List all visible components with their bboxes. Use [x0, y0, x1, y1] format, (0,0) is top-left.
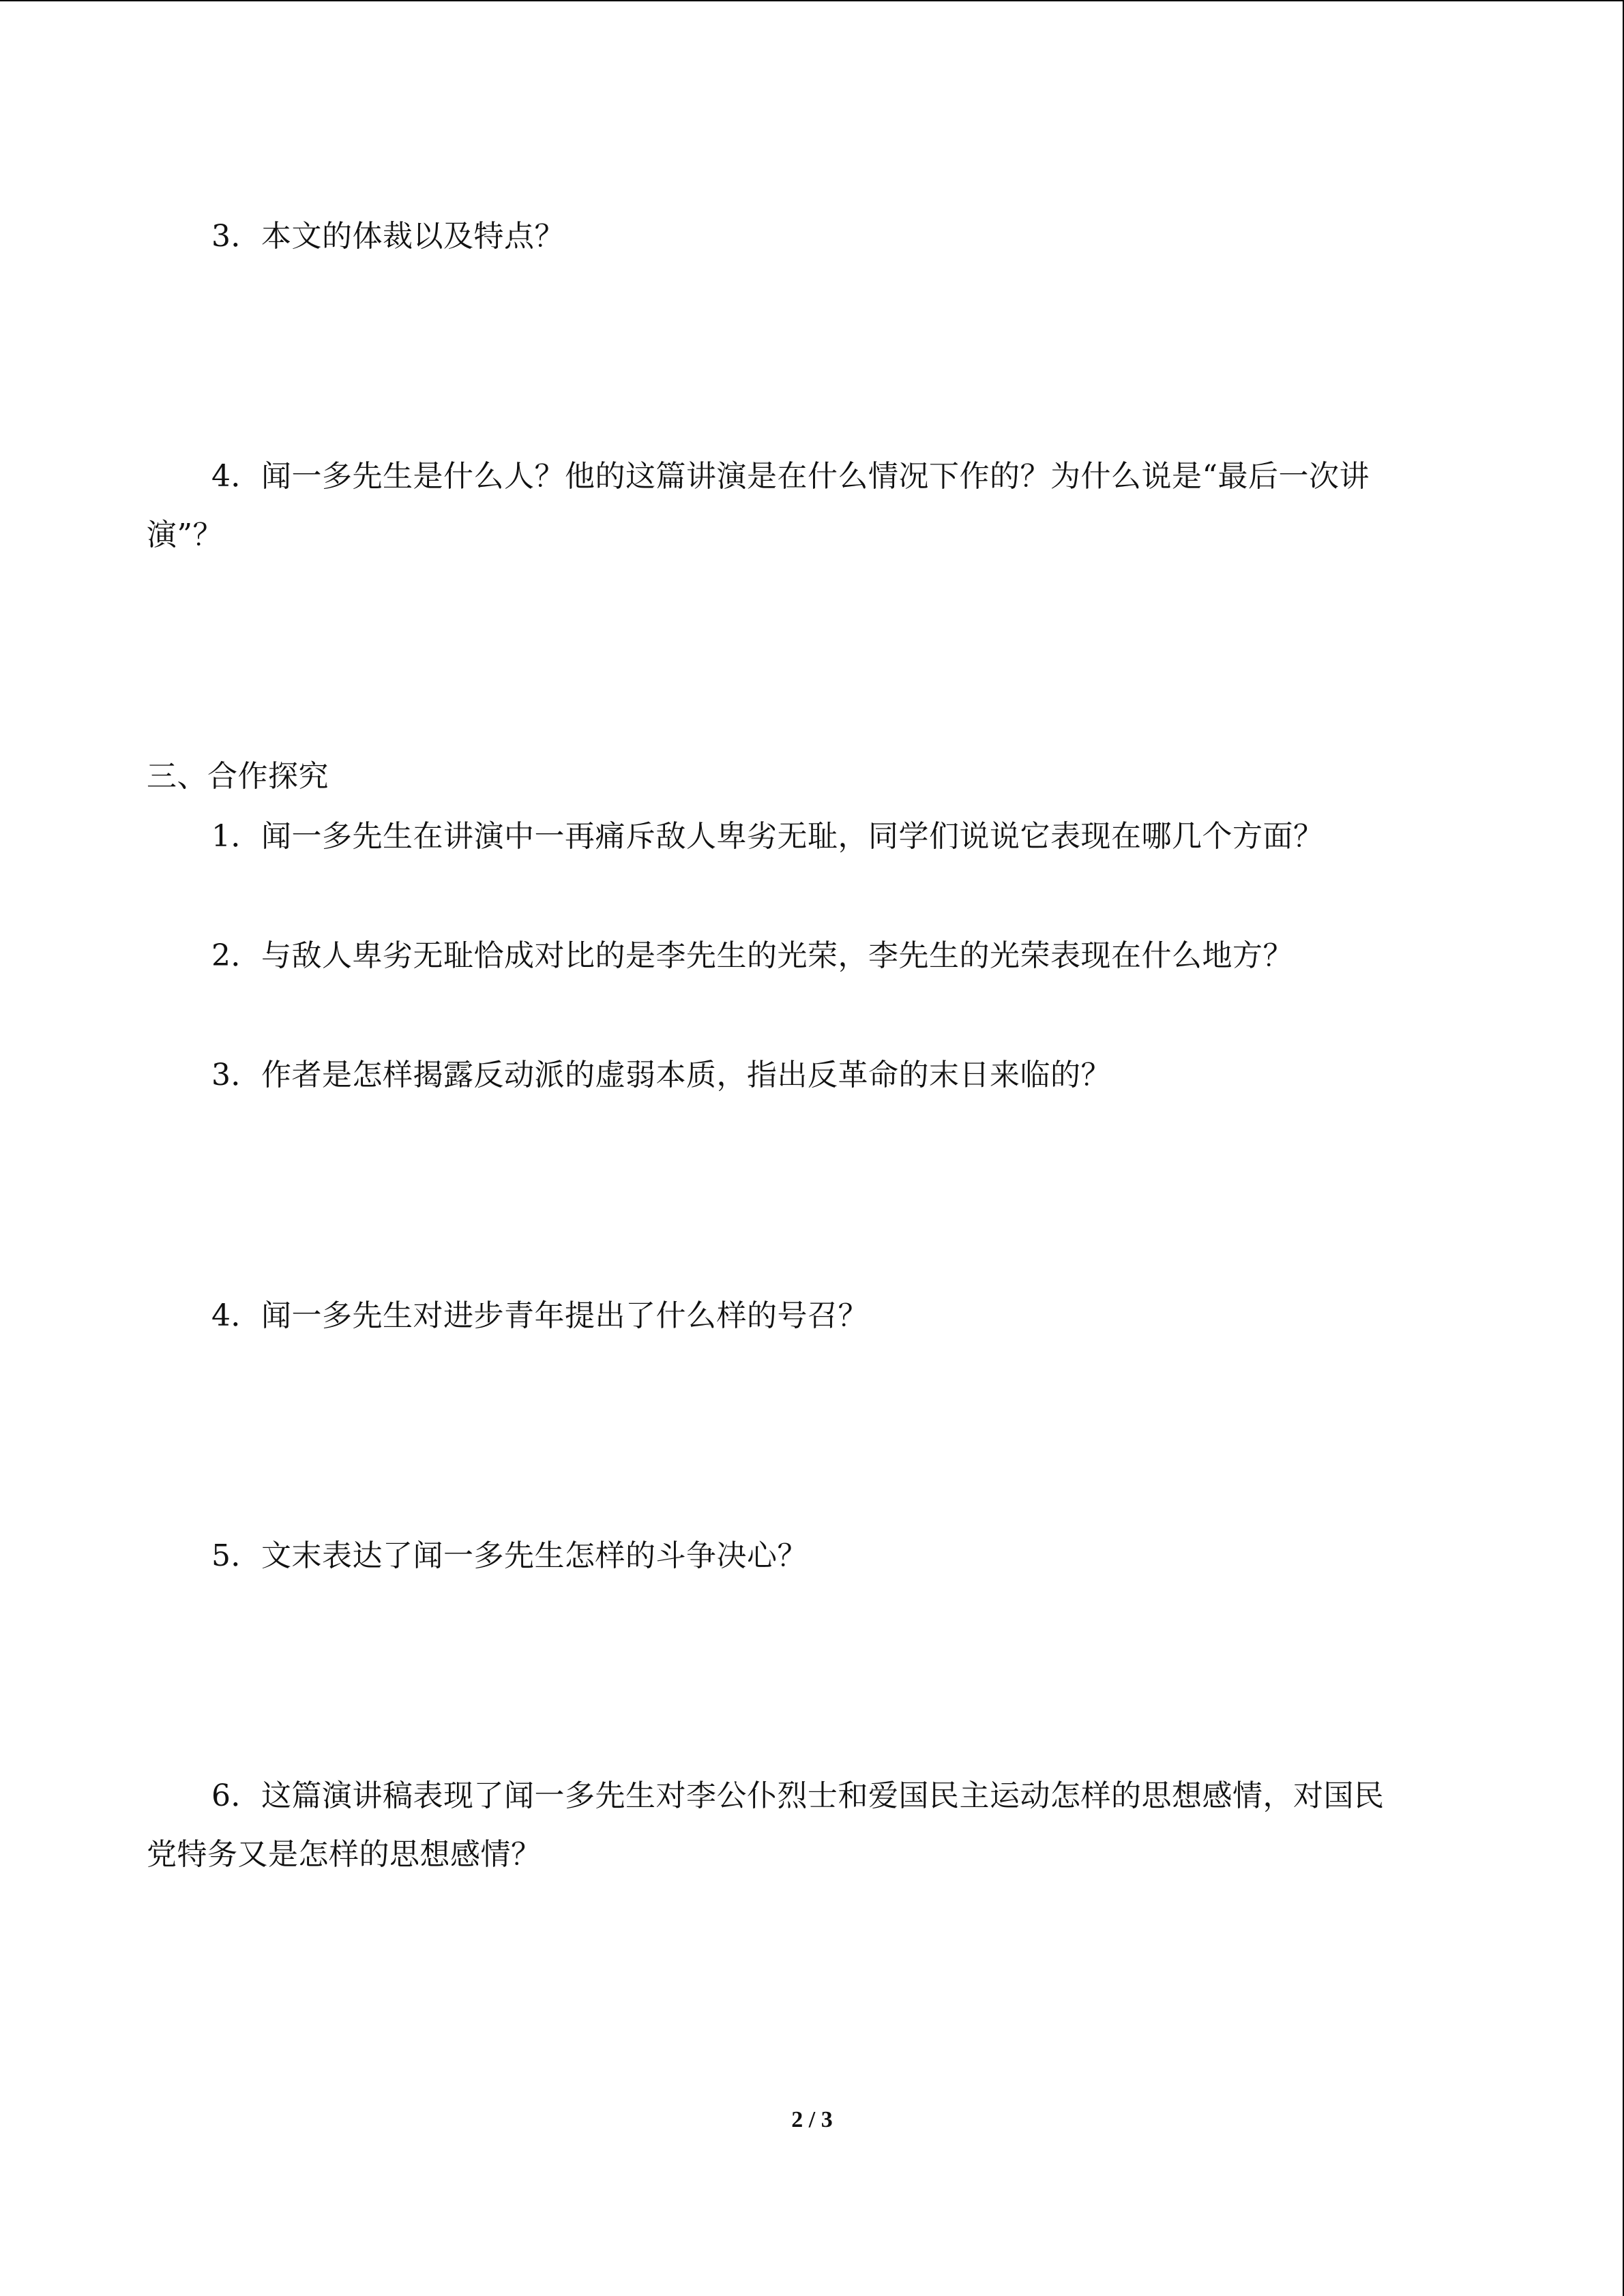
section-question-2-text: 2．与敌人卑劣无耻恰成对比的是李先生的光荣，李先生的光荣表现在什么地方？ — [211, 938, 1293, 973]
section-question-4-text: 4．闻一多先生对进步青年提出了什么样的号召？ — [211, 1298, 868, 1333]
question-4-text-line-1: 4．闻一多先生是什么人？他的这篇讲演是在什么情况下作的？为什么说是“最后一次讲 — [211, 459, 1370, 494]
section-question-6-text-line-1: 6．这篇演讲稿表现了闻一多先生对李公仆烈士和爱国民主运动怎样的思想感情，对国民 — [211, 1778, 1385, 1813]
section-question-6-text-line-2: 党特务又是怎样的思想感情？ — [147, 1837, 542, 1872]
section-question-5-text: 5．文末表达了闻一多先生怎样的斗争决心？ — [211, 1538, 808, 1573]
section-question-3-text: 3．作者是怎样揭露反动派的虚弱本质，指出反革命的末日来临的？ — [211, 1058, 1111, 1092]
question-4-text-line-2: 演”？ — [147, 518, 223, 552]
question-3-text: 3．本文的体裁以及特点？ — [211, 219, 565, 254]
section-question-1-text: 1．闻一多先生在讲演中一再痛斥敌人卑劣无耻，同学们说说它表现在哪几个方面？ — [211, 819, 1324, 854]
page-number: 2 / 3 — [791, 2107, 833, 2132]
section-heading: 三、合作探究 — [147, 759, 329, 794]
